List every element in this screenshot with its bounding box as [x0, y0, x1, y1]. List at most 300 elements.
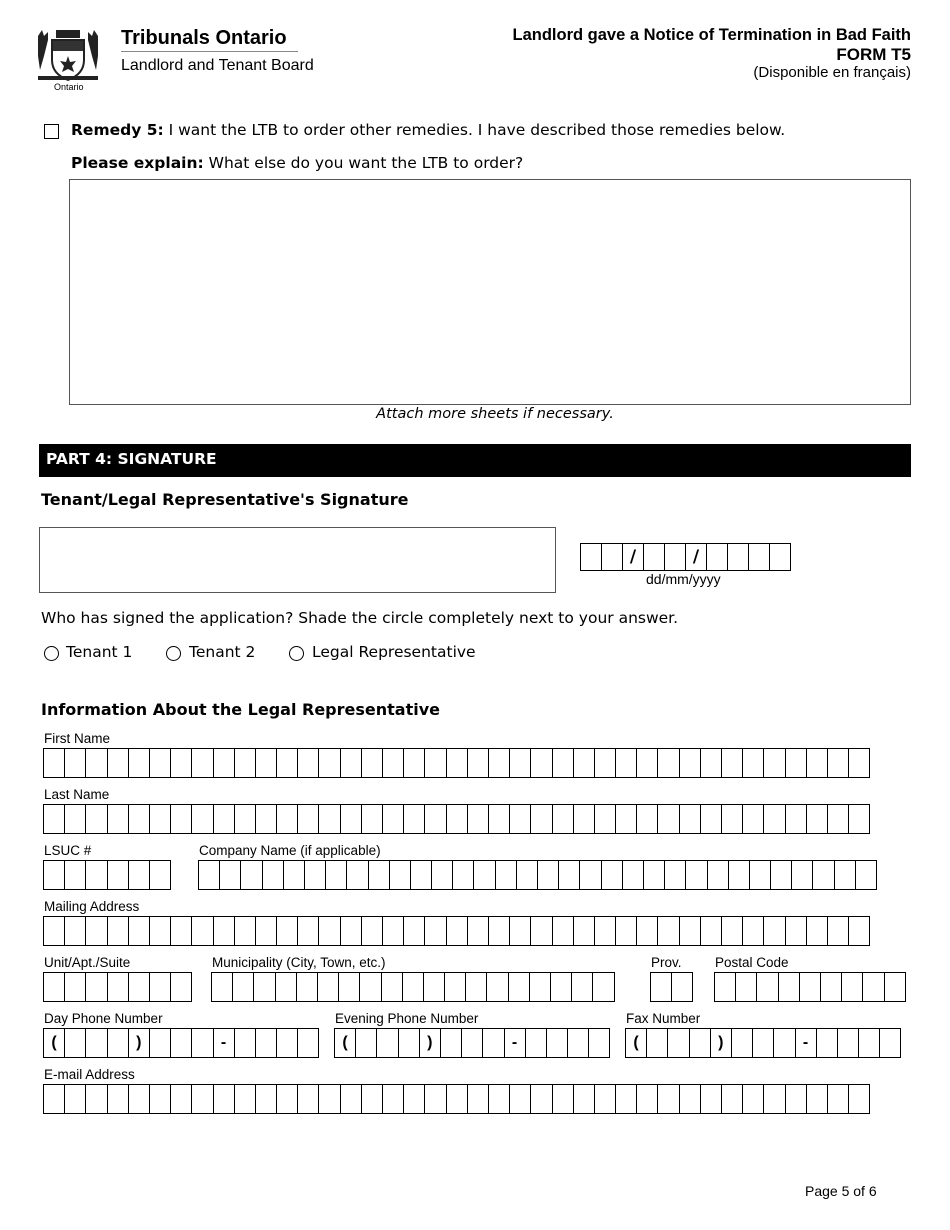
- char-cell[interactable]: [85, 748, 107, 778]
- char-cell[interactable]: [615, 916, 637, 946]
- char-cell[interactable]: [770, 860, 792, 890]
- char-cell[interactable]: [128, 804, 150, 834]
- char-cell[interactable]: [255, 804, 277, 834]
- char-cell[interactable]: [128, 972, 150, 1002]
- char-cell[interactable]: [423, 972, 445, 1002]
- char-cell[interactable]: [700, 748, 722, 778]
- char-cell[interactable]: [234, 804, 256, 834]
- char-cell[interactable]: [636, 1084, 658, 1114]
- char-cell[interactable]: [558, 860, 580, 890]
- char-cell[interactable]: [340, 804, 362, 834]
- char-cell[interactable]: [149, 916, 171, 946]
- day-phone-field[interactable]: [43, 1028, 319, 1058]
- char-cell[interactable]: [657, 1084, 679, 1114]
- char-cell[interactable]: [219, 860, 241, 890]
- char-cell[interactable]: [398, 1028, 420, 1058]
- char-cell[interactable]: [530, 804, 552, 834]
- char-cell[interactable]: [403, 804, 425, 834]
- char-cell[interactable]: [376, 1028, 398, 1058]
- char-cell[interactable]: [361, 1084, 383, 1114]
- char-cell[interactable]: [650, 972, 672, 1002]
- char-cell[interactable]: [85, 916, 107, 946]
- char-cell[interactable]: [552, 916, 574, 946]
- char-cell[interactable]: [848, 748, 870, 778]
- char-cell[interactable]: [255, 1028, 277, 1058]
- char-cell[interactable]: [355, 1028, 377, 1058]
- char-cell[interactable]: [685, 860, 707, 890]
- char-cell[interactable]: [537, 860, 559, 890]
- legal-rep-heading: Information About the Legal Representative: [41, 700, 440, 719]
- char-cell[interactable]: [862, 972, 884, 1002]
- date-cell[interactable]: [748, 543, 770, 571]
- municipality-field[interactable]: [211, 972, 615, 1002]
- char-cell[interactable]: [530, 1084, 552, 1114]
- char-cell[interactable]: [43, 748, 65, 778]
- char-cell[interactable]: [763, 804, 785, 834]
- char-cell[interactable]: [742, 748, 764, 778]
- char-cell[interactable]: [546, 1028, 568, 1058]
- char-cell[interactable]: [700, 916, 722, 946]
- char-cell[interactable]: [340, 748, 362, 778]
- char-cell[interactable]: [149, 1084, 171, 1114]
- char-cell[interactable]: [841, 972, 863, 1002]
- char-cell[interactable]: [827, 748, 849, 778]
- char-cell[interactable]: [707, 860, 729, 890]
- char-cell[interactable]: [389, 860, 411, 890]
- char-cell[interactable]: [488, 748, 510, 778]
- char-cell[interactable]: [799, 972, 821, 1002]
- char-cell[interactable]: [594, 916, 616, 946]
- char-cell[interactable]: [615, 1084, 637, 1114]
- char-cell[interactable]: [424, 748, 446, 778]
- remedy5-checkbox[interactable]: [44, 124, 59, 139]
- char-cell[interactable]: [275, 972, 297, 1002]
- char-cell[interactable]: [170, 916, 192, 946]
- char-cell[interactable]: [424, 1084, 446, 1114]
- char-cell[interactable]: [482, 1028, 504, 1058]
- char-cell[interactable]: [107, 804, 129, 834]
- char-cell[interactable]: [594, 804, 616, 834]
- char-cell[interactable]: [440, 1028, 462, 1058]
- char-cell[interactable]: [255, 1084, 277, 1114]
- char-cell[interactable]: [346, 860, 368, 890]
- unit-field[interactable]: [43, 972, 192, 1002]
- char-cell[interactable]: [679, 916, 701, 946]
- char-cell[interactable]: [791, 860, 813, 890]
- char-cell[interactable]: [486, 972, 508, 1002]
- char-cell[interactable]: [403, 748, 425, 778]
- char-cell[interactable]: [488, 1084, 510, 1114]
- char-cell[interactable]: [884, 972, 906, 1002]
- char-cell[interactable]: [64, 804, 86, 834]
- char-cell[interactable]: [446, 748, 468, 778]
- char-cell[interactable]: [848, 804, 870, 834]
- char-cell[interactable]: [276, 1028, 298, 1058]
- char-cell[interactable]: [85, 804, 107, 834]
- char-cell[interactable]: [85, 1028, 107, 1058]
- char-cell[interactable]: [170, 748, 192, 778]
- char-cell[interactable]: [778, 972, 800, 1002]
- char-cell[interactable]: [530, 916, 552, 946]
- char-cell[interactable]: [318, 748, 340, 778]
- char-cell[interactable]: [361, 804, 383, 834]
- radio-tenant-2[interactable]: [166, 646, 181, 661]
- char-cell[interactable]: [382, 748, 404, 778]
- fax-number-field[interactable]: [625, 1028, 901, 1058]
- char-cell[interactable]: [128, 916, 150, 946]
- char-cell[interactable]: [657, 804, 679, 834]
- char-cell[interactable]: [262, 860, 284, 890]
- char-cell[interactable]: [579, 860, 601, 890]
- char-cell[interactable]: [170, 972, 192, 1002]
- phone-dash: -: [213, 1028, 235, 1058]
- char-cell[interactable]: [671, 972, 693, 1002]
- char-cell[interactable]: [529, 972, 551, 1002]
- date-cell[interactable]: [706, 543, 728, 571]
- char-cell[interactable]: [107, 916, 129, 946]
- char-cell[interactable]: [664, 860, 686, 890]
- char-cell[interactable]: [170, 1084, 192, 1114]
- char-cell[interactable]: [213, 1084, 235, 1114]
- char-cell[interactable]: [689, 1028, 711, 1058]
- char-cell[interactable]: [806, 748, 828, 778]
- char-cell[interactable]: [834, 860, 856, 890]
- char-cell[interactable]: [820, 972, 842, 1002]
- char-cell[interactable]: [837, 1028, 859, 1058]
- char-cell[interactable]: [43, 972, 65, 1002]
- date-cell[interactable]: [601, 543, 623, 571]
- char-cell[interactable]: [128, 748, 150, 778]
- first-name-field[interactable]: [43, 748, 870, 778]
- char-cell[interactable]: [636, 804, 658, 834]
- char-cell[interactable]: [622, 860, 644, 890]
- char-cell[interactable]: [509, 916, 531, 946]
- char-cell[interactable]: [728, 860, 750, 890]
- char-cell[interactable]: [107, 1028, 129, 1058]
- char-cell[interactable]: [213, 804, 235, 834]
- char-cell[interactable]: [752, 1028, 774, 1058]
- char-cell[interactable]: [679, 804, 701, 834]
- char-cell[interactable]: [467, 916, 489, 946]
- char-cell[interactable]: [410, 860, 432, 890]
- char-cell[interactable]: [446, 804, 468, 834]
- postal-code-field[interactable]: [714, 972, 906, 1002]
- signature-date-field[interactable]: [580, 543, 791, 571]
- char-cell[interactable]: [191, 916, 213, 946]
- char-cell[interactable]: [191, 804, 213, 834]
- email-field[interactable]: [43, 1084, 870, 1114]
- char-cell[interactable]: [107, 860, 129, 890]
- char-cell[interactable]: [276, 916, 298, 946]
- char-cell[interactable]: [234, 748, 256, 778]
- char-cell[interactable]: [848, 1084, 870, 1114]
- char-cell[interactable]: [43, 860, 65, 890]
- char-cell[interactable]: [317, 972, 339, 1002]
- char-cell[interactable]: [446, 916, 468, 946]
- char-cell[interactable]: [149, 972, 171, 1002]
- char-cell[interactable]: [552, 804, 574, 834]
- char-cell[interactable]: [679, 1084, 701, 1114]
- char-cell[interactable]: [721, 804, 743, 834]
- char-cell[interactable]: [444, 972, 466, 1002]
- char-cell[interactable]: [812, 860, 834, 890]
- char-cell[interactable]: [381, 972, 403, 1002]
- char-cell[interactable]: [785, 1084, 807, 1114]
- char-cell[interactable]: [296, 972, 318, 1002]
- char-cell[interactable]: [149, 804, 171, 834]
- char-cell[interactable]: [107, 748, 129, 778]
- char-cell[interactable]: [403, 1084, 425, 1114]
- char-cell[interactable]: [508, 972, 530, 1002]
- char-cell[interactable]: [191, 748, 213, 778]
- char-cell[interactable]: [461, 1028, 483, 1058]
- char-cell[interactable]: [806, 1084, 828, 1114]
- char-cell[interactable]: [785, 804, 807, 834]
- char-cell[interactable]: [234, 916, 256, 946]
- explain-textarea[interactable]: [69, 179, 911, 405]
- char-cell[interactable]: [588, 1028, 610, 1058]
- char-cell[interactable]: [573, 748, 595, 778]
- char-cell[interactable]: [340, 916, 362, 946]
- char-cell[interactable]: [211, 972, 233, 1002]
- char-cell[interactable]: [879, 1028, 901, 1058]
- date-cell[interactable]: [643, 543, 665, 571]
- char-cell[interactable]: [191, 1028, 213, 1058]
- char-cell[interactable]: [213, 748, 235, 778]
- char-cell[interactable]: [785, 916, 807, 946]
- char-cell[interactable]: [446, 1084, 468, 1114]
- char-cell[interactable]: [276, 748, 298, 778]
- char-cell[interactable]: [855, 860, 877, 890]
- attach-note: Attach more sheets if necessary.: [376, 406, 614, 422]
- char-cell[interactable]: [742, 804, 764, 834]
- mailing-address-field[interactable]: [43, 916, 870, 946]
- char-cell[interactable]: [763, 748, 785, 778]
- char-cell[interactable]: [297, 748, 319, 778]
- radio-legal-representative[interactable]: [289, 646, 304, 661]
- char-cell[interactable]: [234, 1084, 256, 1114]
- char-cell[interactable]: [382, 916, 404, 946]
- char-cell[interactable]: [550, 972, 572, 1002]
- char-cell[interactable]: [338, 972, 360, 1002]
- char-cell[interactable]: [149, 1028, 171, 1058]
- date-cell[interactable]: [769, 543, 791, 571]
- char-cell[interactable]: [657, 748, 679, 778]
- char-cell[interactable]: [276, 1084, 298, 1114]
- char-cell[interactable]: [749, 860, 771, 890]
- char-cell[interactable]: [552, 748, 574, 778]
- char-cell[interactable]: [756, 972, 778, 1002]
- char-cell[interactable]: [431, 860, 453, 890]
- char-cell[interactable]: [785, 748, 807, 778]
- date-cell[interactable]: [727, 543, 749, 571]
- char-cell[interactable]: [255, 916, 277, 946]
- char-cell[interactable]: [657, 916, 679, 946]
- char-cell[interactable]: [297, 804, 319, 834]
- char-cell[interactable]: [509, 1084, 531, 1114]
- char-cell[interactable]: [646, 1028, 668, 1058]
- char-cell[interactable]: [382, 804, 404, 834]
- date-separator: /: [622, 543, 644, 571]
- char-cell[interactable]: [827, 916, 849, 946]
- char-cell[interactable]: [283, 860, 305, 890]
- char-cell[interactable]: [509, 804, 531, 834]
- char-cell[interactable]: [402, 972, 424, 1002]
- char-cell[interactable]: [149, 860, 171, 890]
- char-cell[interactable]: [700, 804, 722, 834]
- organization-name: Tribunals Ontario: [121, 27, 287, 49]
- char-cell[interactable]: [64, 916, 86, 946]
- char-cell[interactable]: [149, 748, 171, 778]
- char-cell[interactable]: [198, 860, 220, 890]
- char-cell[interactable]: [359, 972, 381, 1002]
- char-cell[interactable]: [128, 860, 150, 890]
- char-cell[interactable]: [424, 804, 446, 834]
- char-cell[interactable]: [467, 748, 489, 778]
- explain-label: Please explain:: [71, 154, 204, 172]
- char-cell[interactable]: [530, 748, 552, 778]
- char-cell[interactable]: [636, 916, 658, 946]
- char-cell[interactable]: [816, 1028, 838, 1058]
- char-cell[interactable]: [495, 860, 517, 890]
- char-cell[interactable]: [304, 860, 326, 890]
- char-cell[interactable]: [858, 1028, 880, 1058]
- char-cell[interactable]: [128, 1084, 150, 1114]
- char-cell[interactable]: [318, 1084, 340, 1114]
- signature-field[interactable]: [39, 527, 556, 593]
- char-cell[interactable]: [615, 748, 637, 778]
- char-cell[interactable]: [43, 804, 65, 834]
- char-cell[interactable]: [667, 1028, 689, 1058]
- char-cell[interactable]: [509, 748, 531, 778]
- char-cell[interactable]: [85, 972, 107, 1002]
- char-cell[interactable]: [516, 860, 538, 890]
- char-cell[interactable]: [382, 1084, 404, 1114]
- char-cell[interactable]: [465, 972, 487, 1002]
- char-cell[interactable]: [592, 972, 614, 1002]
- char-cell[interactable]: [64, 1084, 86, 1114]
- char-cell[interactable]: [571, 972, 593, 1002]
- char-cell[interactable]: [721, 1084, 743, 1114]
- last-name-label: Last Name: [44, 787, 110, 802]
- char-cell[interactable]: [403, 916, 425, 946]
- evening-phone-field[interactable]: [334, 1028, 610, 1058]
- lsuc-field[interactable]: [43, 860, 171, 890]
- phone-close-paren: ): [710, 1028, 732, 1058]
- char-cell[interactable]: [636, 748, 658, 778]
- char-cell[interactable]: [340, 1084, 362, 1114]
- char-cell[interactable]: [85, 1084, 107, 1114]
- char-cell[interactable]: [255, 748, 277, 778]
- char-cell[interactable]: [763, 1084, 785, 1114]
- char-cell[interactable]: [721, 916, 743, 946]
- char-cell[interactable]: [234, 1028, 256, 1058]
- char-cell[interactable]: [742, 1084, 764, 1114]
- date-cell[interactable]: [580, 543, 602, 571]
- radio-label-legal-representative: Legal Representative: [312, 643, 476, 661]
- char-cell[interactable]: [452, 860, 474, 890]
- char-cell[interactable]: [552, 1084, 574, 1114]
- char-cell[interactable]: [213, 916, 235, 946]
- char-cell[interactable]: [806, 916, 828, 946]
- char-cell[interactable]: [43, 1084, 65, 1114]
- char-cell[interactable]: [424, 916, 446, 946]
- phone-dash: -: [795, 1028, 817, 1058]
- char-cell[interactable]: [191, 1084, 213, 1114]
- char-cell[interactable]: [488, 804, 510, 834]
- char-cell[interactable]: [615, 804, 637, 834]
- char-cell[interactable]: [773, 1028, 795, 1058]
- char-cell[interactable]: [368, 860, 390, 890]
- char-cell[interactable]: [735, 972, 757, 1002]
- char-cell[interactable]: [721, 748, 743, 778]
- char-cell[interactable]: [763, 916, 785, 946]
- char-cell[interactable]: [488, 916, 510, 946]
- company-name-field[interactable]: [198, 860, 877, 890]
- char-cell[interactable]: [827, 804, 849, 834]
- char-cell[interactable]: [525, 1028, 547, 1058]
- char-cell[interactable]: [276, 804, 298, 834]
- char-cell[interactable]: [64, 1028, 86, 1058]
- char-cell[interactable]: [567, 1028, 589, 1058]
- char-cell[interactable]: [361, 748, 383, 778]
- char-cell[interactable]: [325, 860, 347, 890]
- char-cell[interactable]: [85, 860, 107, 890]
- char-cell[interactable]: [679, 748, 701, 778]
- char-cell[interactable]: [714, 972, 736, 1002]
- remedy5-description: I want the LTB to order other remedies. I have described those remedies below.: [163, 121, 786, 139]
- char-cell[interactable]: [170, 804, 192, 834]
- char-cell[interactable]: [297, 1028, 319, 1058]
- char-cell[interactable]: [643, 860, 665, 890]
- char-cell[interactable]: [361, 916, 383, 946]
- char-cell[interactable]: [601, 860, 623, 890]
- char-cell[interactable]: [107, 972, 129, 1002]
- radio-tenant-1[interactable]: [44, 646, 59, 661]
- char-cell[interactable]: [700, 1084, 722, 1114]
- date-cell[interactable]: [664, 543, 686, 571]
- char-cell[interactable]: [467, 1084, 489, 1114]
- char-cell[interactable]: [232, 972, 254, 1002]
- char-cell[interactable]: [240, 860, 262, 890]
- char-cell[interactable]: [467, 804, 489, 834]
- char-cell[interactable]: [594, 748, 616, 778]
- last-name-field[interactable]: [43, 804, 870, 834]
- char-cell[interactable]: [253, 972, 275, 1002]
- char-cell[interactable]: [64, 748, 86, 778]
- char-cell[interactable]: [64, 972, 86, 1002]
- char-cell[interactable]: [107, 1084, 129, 1114]
- char-cell[interactable]: [170, 1028, 192, 1058]
- char-cell[interactable]: [742, 916, 764, 946]
- char-cell[interactable]: [573, 804, 595, 834]
- char-cell[interactable]: [827, 1084, 849, 1114]
- char-cell[interactable]: [731, 1028, 753, 1058]
- char-cell[interactable]: [318, 916, 340, 946]
- char-cell[interactable]: [573, 1084, 595, 1114]
- province-field[interactable]: [650, 972, 693, 1002]
- char-cell[interactable]: [573, 916, 595, 946]
- char-cell[interactable]: [594, 1084, 616, 1114]
- char-cell[interactable]: [473, 860, 495, 890]
- char-cell[interactable]: [297, 1084, 319, 1114]
- char-cell[interactable]: [848, 916, 870, 946]
- char-cell[interactable]: [806, 804, 828, 834]
- char-cell[interactable]: [64, 860, 86, 890]
- char-cell[interactable]: [318, 804, 340, 834]
- char-cell[interactable]: [43, 916, 65, 946]
- char-cell[interactable]: [297, 916, 319, 946]
